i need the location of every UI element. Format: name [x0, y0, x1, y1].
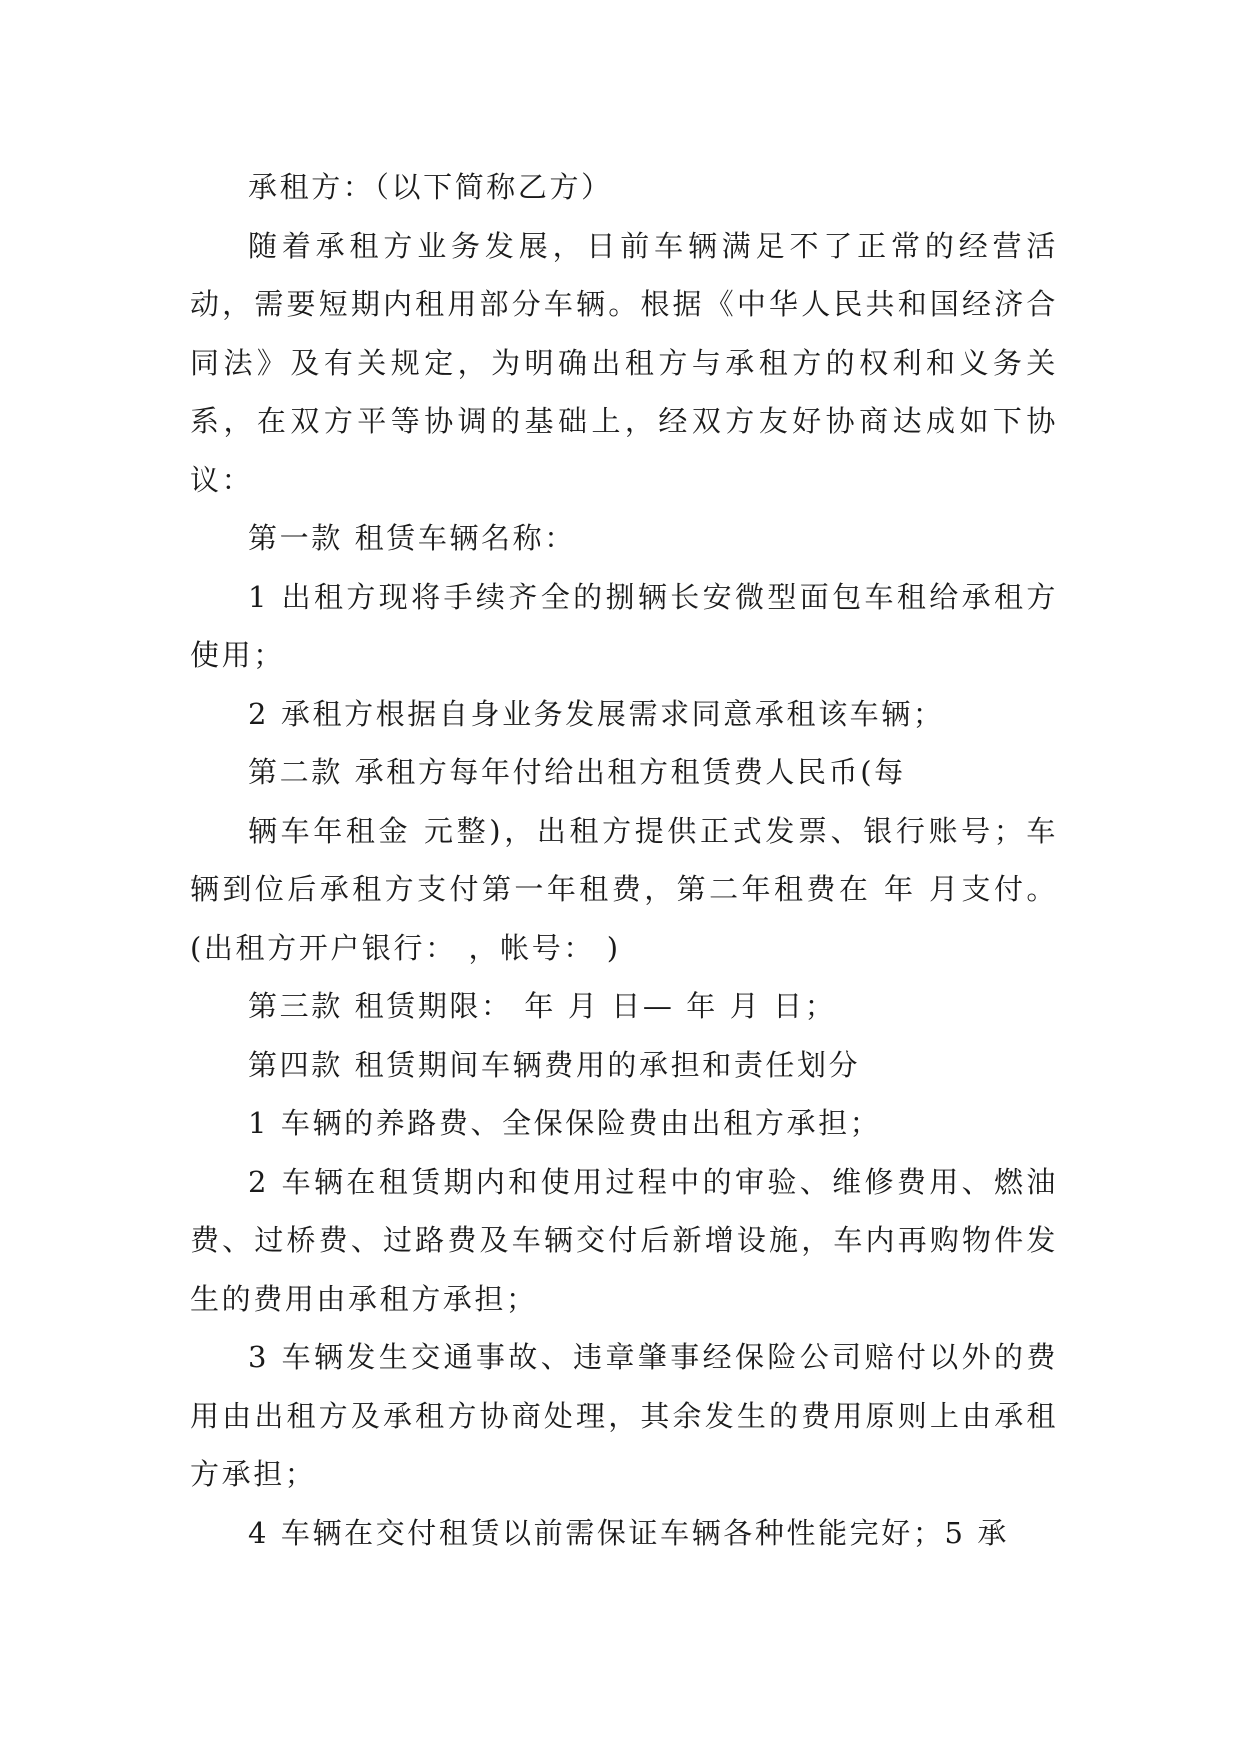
paragraph-clause-4-item-3: 3 车辆发生交通事故、违章肇事经保险公司赔付以外的费用由出租方及承租方协商处理，其余发生的费用原则上由承租方承担；	[190, 1340, 1058, 1491]
document-body	[190, 158, 1058, 1562]
paragraph-preamble: 随着承租方业务发展，日前车辆满足不了正常的经营活动，需要短期内租用部分车辆。根据《中华人民共和国经济合同法》及有关规定，为明确出租方与承租方的权利和义务关系，在双方平等协调的基础上，经双方友好协商达成如下协议：	[190, 228, 1058, 497]
paragraph-lessee-heading: 承租方：（以下简称乙方）	[248, 170, 613, 204]
paragraph-clause-4-item-4: 4 车辆在交付租赁以前需保证车辆各种性能完好；5 承	[248, 1515, 1009, 1550]
paragraph-clause-2-heading: 第二款 承租方每年付给出租方租赁费人民币(每	[248, 755, 906, 789]
paragraph-clause-3: 第三款 租赁期限： 年 月 日— 年 月 日；	[248, 989, 837, 1023]
paragraph-clause-1-item-1: 1 出租方现将手续齐全的捌辆长安微型面包车租给承租方使用；	[190, 579, 1058, 672]
paragraph-clause-2-body: 辆车年租金 元整)，出租方提供正式发票、银行账号；车辆到位后承租方支付第一年租费，第二年租费在 年 月支付。(出租方开户银行： ，帐号： )	[190, 813, 1058, 965]
paragraph-clause-4-heading: 第四款 租赁期间车辆费用的承担和责任划分	[248, 1047, 861, 1082]
paragraph-clause-1-heading: 第一款 租赁车辆名称：	[248, 521, 576, 555]
paragraph-clause-4-item-2: 2 车辆在租赁期内和使用过程中的审验、维修费用、燃油费、过桥费、过路费及车辆交付后新增设施，车内再购物件发生的费用由承租方承担；	[190, 1164, 1058, 1316]
paragraph-clause-4-item-1: 1 车辆的养路费、全保保险费由出租方承担；	[248, 1106, 882, 1140]
paragraph-clause-1-item-2: 2 承租方根据自身业务发展需求同意承租该车辆；	[248, 696, 945, 731]
